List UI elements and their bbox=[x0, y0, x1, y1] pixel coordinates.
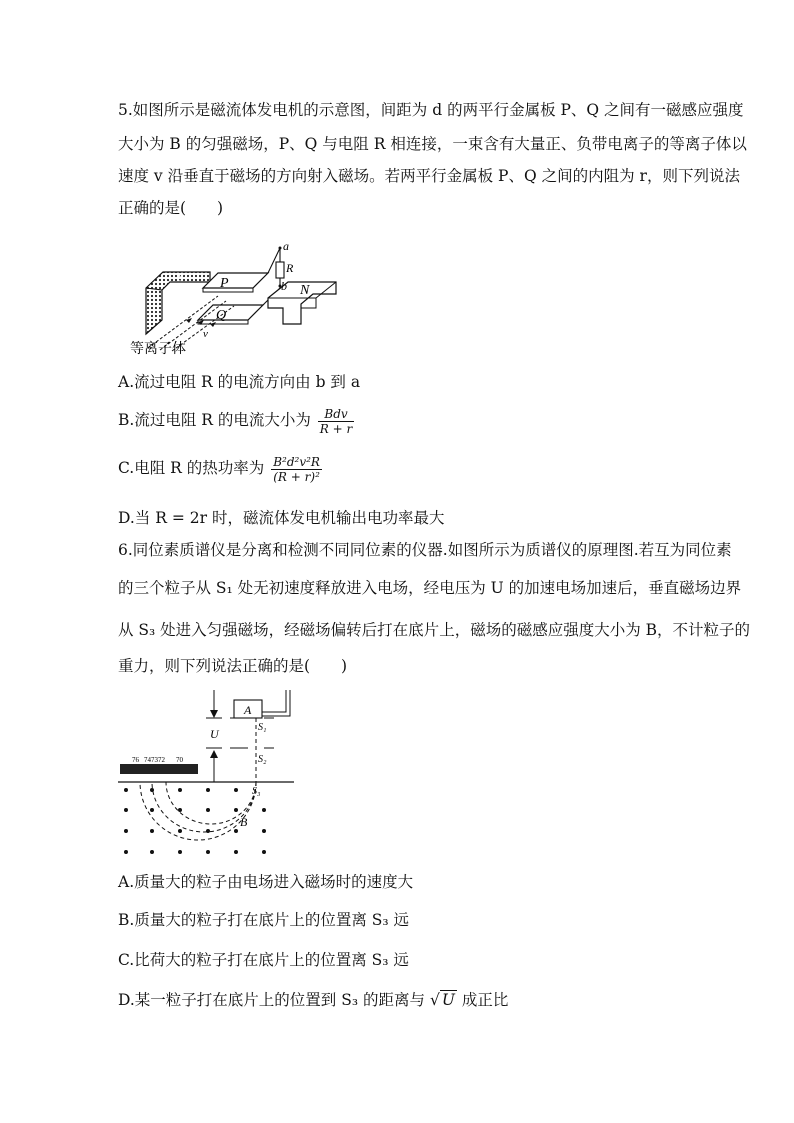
label-r: R bbox=[286, 261, 294, 275]
q6-stem-line-2: 的三个粒子从 S₁ 处无初速度释放进入电场，经电压为 U 的加速电场加速后，垂直磁场边界 bbox=[118, 579, 742, 597]
resistor-r bbox=[276, 262, 284, 278]
label-q: Q bbox=[216, 308, 227, 323]
q6-option-d-text: D.某一粒子打在底片上的位置到 S₃ 的距离与 bbox=[118, 991, 425, 1009]
label-b-field: B bbox=[240, 815, 248, 829]
q5-option-b-fraction bbox=[318, 407, 354, 436]
label-n: N bbox=[300, 283, 310, 298]
q5-option-b-denominator: R + r bbox=[319, 421, 353, 436]
plasma-caption: 等离子体 bbox=[130, 342, 186, 357]
label-v: v bbox=[203, 328, 208, 340]
label-s1: S₁ bbox=[258, 722, 267, 733]
label-a-box: A bbox=[244, 703, 252, 717]
q6-option-d bbox=[118, 990, 508, 1010]
tick-747372: 747372 bbox=[144, 756, 165, 764]
q5-mhd-generator-figure bbox=[118, 238, 338, 358]
label-p: P bbox=[220, 276, 229, 291]
q6-option-c: C.比荷大的粒子打在底片上的位置离 S₃ 远 bbox=[118, 951, 409, 969]
q5-option-c-numerator: B²d²v²R bbox=[273, 454, 320, 469]
q5-option-c-fraction bbox=[271, 455, 322, 484]
q5-option-a: A.流过电阻 R 的电流方向由 b 到 a bbox=[118, 373, 361, 391]
film-plate bbox=[120, 764, 198, 774]
label-s: S bbox=[178, 272, 184, 284]
q6-option-d-sqrt-arg: U bbox=[441, 991, 455, 1009]
particle-trajectories bbox=[140, 782, 256, 840]
q5-option-d: D.当 R = 2r 时，磁流体发电机输出电功率最大 bbox=[118, 509, 445, 527]
label-a: a bbox=[283, 239, 289, 253]
q6-stem-line-1: 6.同位素质谱仪是分离和检测不同同位素的仪器.如图所示为质谱仪的原理图.若互为同位素 bbox=[118, 541, 732, 559]
q6-option-a: A.质量大的粒子由电场进入磁场时的速度大 bbox=[118, 873, 414, 891]
p-plate bbox=[203, 273, 268, 292]
q-plate bbox=[198, 305, 263, 324]
label-u: U bbox=[210, 727, 219, 741]
label-b: b bbox=[281, 279, 287, 293]
tick-70: 70 bbox=[176, 756, 183, 764]
q6-stem-line-3: 从 S₃ 处进入匀强磁场，经磁场偏转后打在底片上，磁场的磁感应强度大小为 B，不计粒子的 bbox=[118, 621, 751, 639]
q5-option-b-text: B.流过电阻 R 的电流大小为 bbox=[118, 411, 311, 429]
q5-option-c-denominator: (R + r)² bbox=[271, 469, 322, 484]
q5-stem-line-1: 5.如图所示是磁流体发电机的示意图，间距为 d 的两平行金属板 P、Q 之间有一磁感应强度 bbox=[118, 101, 744, 119]
q5-option-c-text: C.电阻 R 的热功率为 bbox=[118, 459, 265, 477]
q5-option-c bbox=[118, 452, 322, 484]
q5-stem-line-4: 正确的是( ) bbox=[118, 199, 224, 217]
q6-option-d-suffix: 成正比 bbox=[461, 991, 509, 1009]
q6-stem-line-4: 重力，则下列说法正确的是( ) bbox=[118, 657, 348, 675]
q6-mass-spectrometer-figure bbox=[118, 690, 298, 862]
q5-option-b bbox=[118, 404, 354, 436]
tick-76: 76 bbox=[132, 756, 139, 764]
label-s2: S₂ bbox=[258, 754, 267, 765]
q6-option-b: B.质量大的粒子打在底片上的位置离 S₃ 远 bbox=[118, 911, 410, 929]
q5-option-b-numerator: Bdv bbox=[324, 406, 348, 421]
q5-stem-line-2: 大小为 B 的匀强磁场，P、Q 与电阻 R 相连接，一束含有大量正、负带电离子的等离子体以 bbox=[118, 135, 747, 153]
label-s3: S₃ bbox=[252, 786, 261, 797]
q5-stem-line-3: 速度 v 沿垂直于磁场的方向射入磁场。若两平行金属板 P、Q 之间的内阻为 r，则下列说法 bbox=[118, 167, 740, 185]
sqrt-symbol: √ bbox=[429, 991, 440, 1009]
